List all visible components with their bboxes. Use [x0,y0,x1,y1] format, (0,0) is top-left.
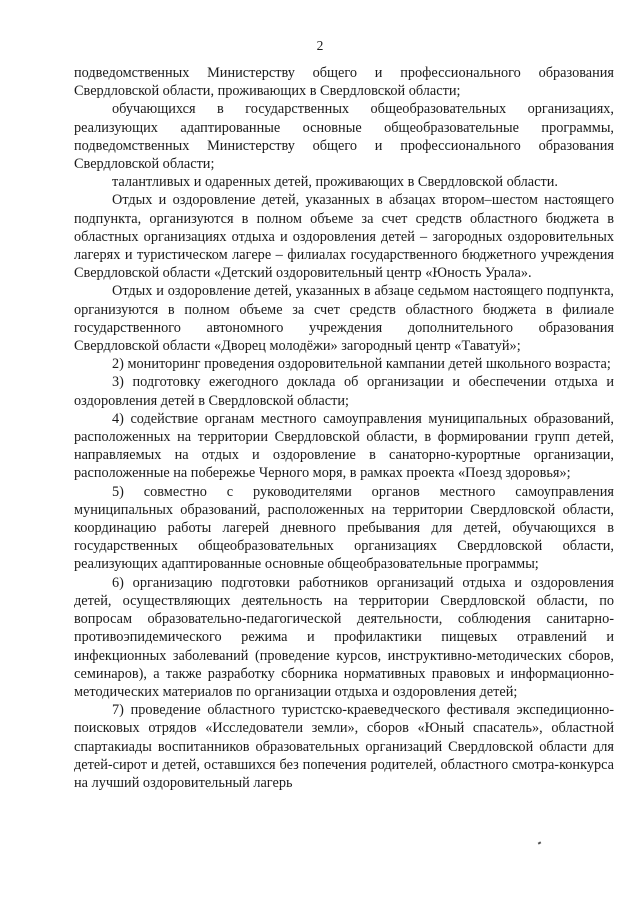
page-number: 2 [316,38,324,53]
paragraph: обучающихся в государственных общеобразовательных организациях, реализующих адаптированные основные общеобразовательные программы, подведомственных Министерству общего и профессионального образования Свердловской области; [74,101,614,173]
list-item-7: 7) проведение областного туристско-краеведческого фестиваля экспедиционно-поисковых отрядов «Исследователи земли», сборов «Юный спасатель», областной спартакиады воспитанников образовательных организаций Свердловской области для детей-сирот и детей, оставшихся без попечения родителей, областного смотра-конкурса на лучший оздоровительный лагерь [74,702,614,791]
paragraph: талантливых и одаренных детей, проживающих в Свердловской области. [112,174,558,191]
paragraph: Отдых и оздоровление детей, указанных в абзаце седьмом настоящего подпункта, организуются в полном объеме за счет средств областного бюджета в филиале государственного автономного учреждения дополнительного образования Свердловской области «Дворец молодёжи» загородный центр «Таватуй»; [74,283,614,355]
document-body [74,64,614,792]
paragraph: Отдых и оздоровление детей, указанных в абзацах втором–шестом настоящего подпункта, организуются в полном объеме за счет средств областного бюджета в областных организациях отдыха и оздоровления детей – загородных оздоровительных лагерях и туристическом лагере – филиалах государственного бюджетного учреждения Свердловской области «Детский оздоровительный центр «Юность Урала». [74,192,614,282]
list-item-5: 5) совместно с руководителями органов местного самоуправления муниципальных образований, расположенных на территории Свердловской области, координацию работы лагерей дневного пребывания для детей, обучающихся в государственных общеобразовательных организациях Свердловской области, реализующих адаптированные основные общеобразовательные программы; [74,483,614,573]
list-item-6: 6) организацию подготовки работников организаций отдыха и оздоровления детей, осуществляющих деятельность на территории Свердловской области, по вопросам образовательно-педагогической деятельности, соблюдения санитарно-противоэпидемического режима и профилактики пищевых отравлений и инфекционных заболеваний (проведение курсов, инструктивно-методических сборов, семинаров), а также разработку сборника нормативных правовых и информационно-методических материалов по организации отдыха и оздоровления детей; [74,574,614,700]
list-item-2: 2) мониторинг проведения оздоровительной кампании детей школьного возраста; [112,356,611,373]
paragraph-continuation: подведомственных Министерству общего и профессионального образования Свердловской области, проживающих в Свердловской области; [74,65,614,100]
scan-artifact [538,841,542,844]
list-item-3: 3) подготовку ежегодного доклада об организации и обеспечении отдыха и оздоровления детей в Свердловской области; [74,374,614,409]
list-item-4: 4) содействие органам местного самоуправления муниципальных образований, расположенных на территории Свердловской области, в формировании групп детей, направляемых на отдых и оздоровление в санаторно-курортные организации, расположенные на побережье Черного моря, в рамках проекта «Поезд здоровья»; [74,410,614,482]
